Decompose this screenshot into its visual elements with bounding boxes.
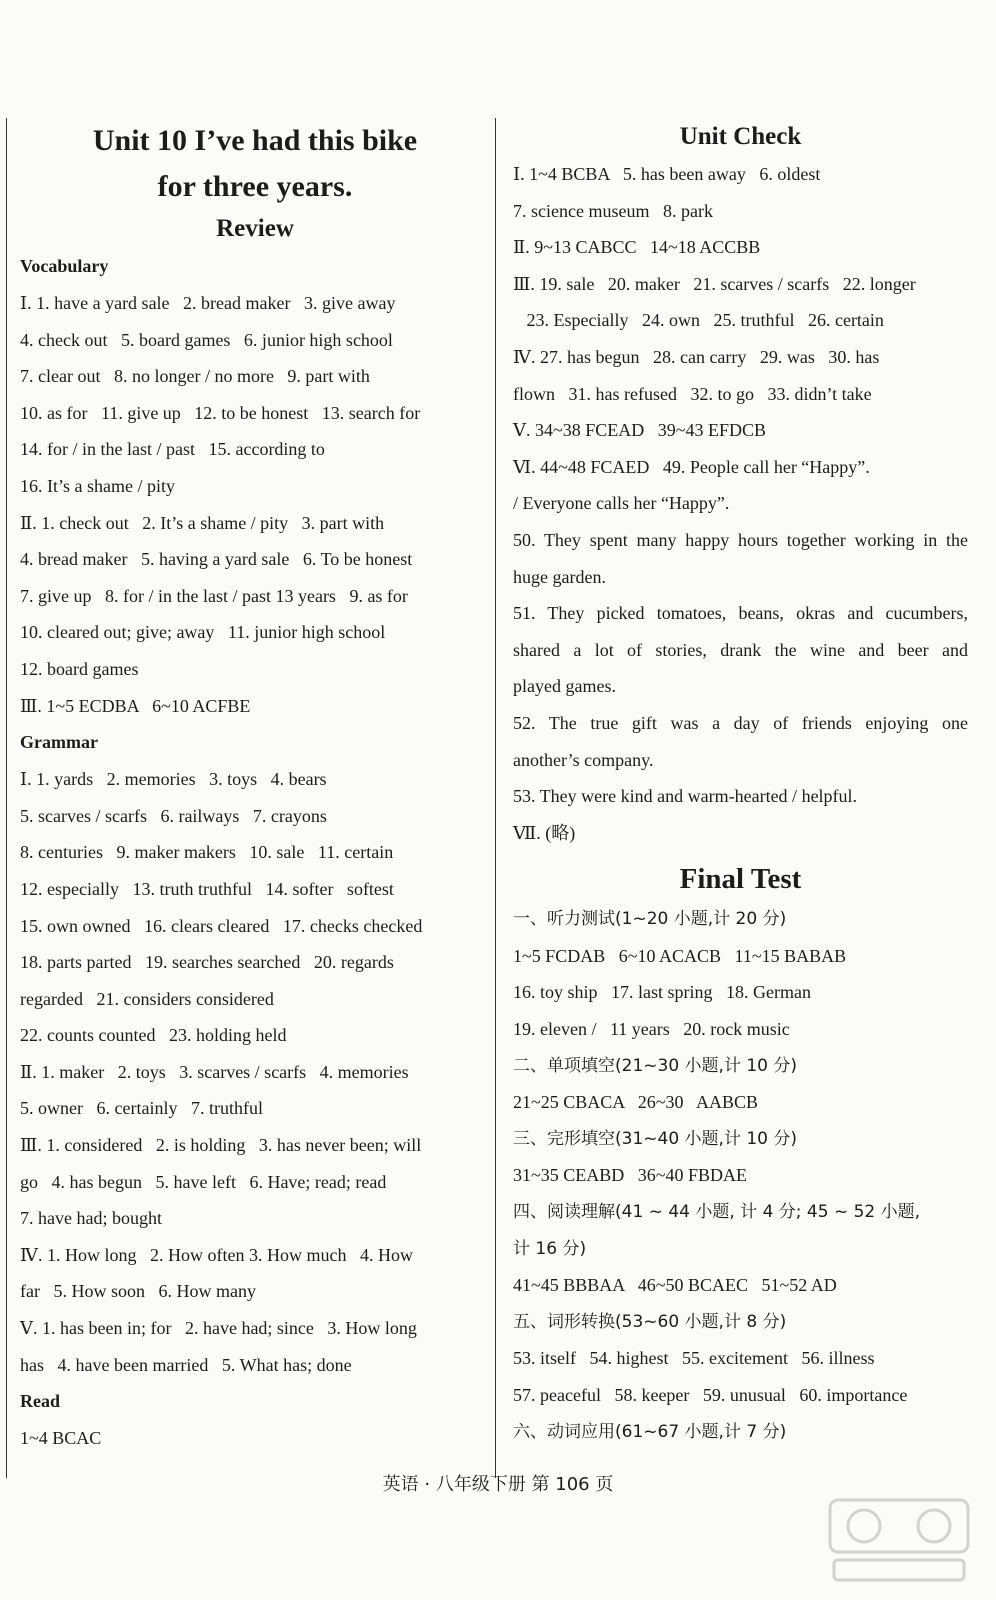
grammar-answers — [20, 761, 490, 1383]
answer-line: 12. board games — [20, 658, 139, 679]
answer-line: far 5. How soon 6. How many — [20, 1281, 256, 1302]
answer-line: 12. especially 13. truth truthful 14. softer softest — [20, 878, 394, 899]
section-heading: 三、完形填空(31~40 小题,计 10 分) — [513, 1128, 798, 1149]
answer-line: Ⅱ. 9~13 CABCC 14~18 ACCBB — [513, 237, 761, 258]
answer-line: 8. centuries 9. maker makers 10. sale 11. certain — [20, 842, 394, 863]
answer-line: 19. eleven / 11 years 20. rock music — [513, 1019, 790, 1040]
answer-line: 10. as for 11. give up 12. to be honest 13. search for — [20, 402, 421, 423]
answer-line: 7. have had; bought — [20, 1208, 162, 1229]
left-column — [20, 118, 490, 1457]
answer-line: Ⅴ. 34~38 FCEAD 39~43 EFDCB — [513, 420, 767, 441]
answer-line: 53. itself 54. highest 55. excitement 56. illness — [513, 1348, 875, 1369]
answer-line: 16. It’s a shame / pity — [20, 475, 175, 496]
answer-line: 23. Especially 24. own 25. truthful 26. certain — [513, 310, 884, 331]
answer-line: 4. bread maker 5. having a yard sale 6. To be honest — [20, 549, 413, 570]
unit-title-line2: for three years. — [157, 170, 353, 203]
section-heading: 六、动词应用(61~67 小题,计 7 分) — [513, 1421, 787, 1442]
answer-line: flown 31. has refused 32. to go 33. didn’t take — [513, 383, 872, 404]
answer-line: has 4. have been married 5. What has; done — [20, 1354, 352, 1375]
section-heading: 计 16 分) — [513, 1238, 587, 1259]
unit-title-line1: Unit 10 I’ve had this bike — [92, 124, 418, 157]
answer-line: 52. The true gift was a day of friends enjoying one — [513, 712, 968, 733]
watermark-logo — [824, 1494, 974, 1586]
final-test-heading: Final Test — [679, 863, 802, 896]
vocabulary-answers — [20, 285, 490, 724]
answer-line: 18. parts parted 19. searches searched 20. regards — [20, 952, 394, 973]
answer-line: 16. toy ship 17. last spring 18. German — [513, 982, 811, 1003]
vocabulary-heading: Vocabulary — [20, 256, 109, 276]
section-heading: 一、听力测试(1~20 小题,计 20 分) — [513, 909, 787, 930]
answer-line: Ⅳ. 1. How long 2. How often 3. How much 4. How — [20, 1244, 413, 1265]
answer-line: another’s company. — [513, 749, 654, 770]
answer-line: 22. counts counted 23. holding held — [20, 1025, 287, 1046]
section-heading: 四、阅读理解(41 ~ 44 小题, 计 4 分; 45 ~ 52 小题, — [513, 1202, 921, 1223]
answer-line: 5. owner 6. certainly 7. truthful — [20, 1098, 263, 1119]
section-heading: 五、词形转换(53~60 小题,计 8 分) — [513, 1311, 787, 1332]
unit-check-heading: Unit Check — [679, 123, 802, 150]
answer-line: Ⅲ. 1~5 ECDBA 6~10 ACFBE — [20, 695, 251, 716]
read-heading: Read — [20, 1391, 60, 1412]
answer-line: 1~5 FCDAB 6~10 ACACB 11~15 BABAB — [513, 945, 847, 966]
answer-line: Ⅰ. 1. have a yard sale 2. bread maker 3. give away — [20, 293, 396, 313]
unit-check-answers — [513, 156, 968, 851]
answer-line: played games. — [513, 676, 616, 697]
answer-line: 14. for / in the last / past 15. according to — [20, 439, 325, 460]
answer-line: 41~45 BBBAA 46~50 BCAEC 51~52 AD — [513, 1275, 837, 1296]
review-heading: Review — [216, 215, 294, 242]
answer-line: huge garden. — [513, 566, 606, 587]
answer-line: Ⅴ. 1. has been in; for 2. have had; since 3. How long — [20, 1318, 417, 1339]
answer-line: 15. own owned 16. clears cleared 17. checks checked — [20, 915, 423, 936]
answer-line: 51. They picked tomatoes, beans, okras and cucumbers, — [513, 603, 968, 624]
answer-line: Ⅲ. 19. sale 20. maker 21. scarves / scarfs 22. longer — [513, 273, 916, 294]
answer-line: / Everyone calls her “Happy”. — [513, 493, 730, 514]
section-heading: 二、单项填空(21~30 小题,计 10 分) — [513, 1055, 798, 1076]
answer-line: Ⅲ. 1. considered 2. is holding 3. has never been; will — [20, 1135, 422, 1156]
answer-line: 10. cleared out; give; away 11. junior high school — [20, 622, 386, 643]
answer-line: 31~35 CEABD 36~40 FBDAE — [513, 1165, 747, 1186]
page-footer: 英语 · 八年级下册 第 106 页 — [382, 1474, 614, 1495]
answer-line: Ⅱ. 1. check out 2. It’s a shame / pity 3. part with — [20, 512, 385, 533]
right-column — [513, 118, 968, 1450]
answer-line: 7. give up 8. for / in the last / past 13 years 9. as for — [20, 585, 408, 606]
answer-line: 7. science museum 8. park — [513, 200, 713, 221]
column-divider — [495, 118, 496, 1478]
left-margin-rule — [6, 118, 7, 1478]
grammar-heading: Grammar — [20, 732, 98, 753]
final-test-answers — [513, 901, 968, 1450]
answer-line: regarded 21. considers considered — [20, 988, 274, 1009]
answer-line: Ⅵ. 44~48 FCAED 49. People call her “Happy”. — [513, 456, 870, 477]
answer-line: 53. They were kind and warm-hearted / helpful. — [513, 786, 858, 807]
answer-line: Ⅱ. 1. maker 2. toys 3. scarves / scarfs 4. memories — [20, 1061, 409, 1082]
answer-line: Ⅰ. 1. yards 2. memories 3. toys 4. bears — [20, 769, 327, 790]
answer-line: 1~4 BCAC — [20, 1428, 102, 1449]
answer-line: 57. peaceful 58. keeper 59. unusual 60. importance — [513, 1385, 908, 1405]
answer-line: shared a lot of stories, drank the wine and beer and — [513, 639, 968, 660]
answer-line: Ⅶ. (略) — [513, 822, 576, 843]
answer-line: Ⅰ. 1~4 BCBA 5. has been away 6. oldest — [513, 164, 821, 184]
answer-line: 7. clear out 8. no longer / no more 9. part with — [20, 366, 370, 387]
answer-line: 5. scarves / scarfs 6. railways 7. crayons — [20, 805, 327, 826]
answer-line: 50. They spent many happy hours together working in the — [513, 529, 968, 550]
answer-line: 21~25 CBACA 26~30 AABCB — [513, 1092, 759, 1113]
answer-line: 4. check out 5. board games 6. junior high school — [20, 329, 393, 350]
answer-line: go 4. has begun 5. have left 6. Have; read; read — [20, 1171, 387, 1192]
answer-line: Ⅳ. 27. has begun 28. can carry 29. was 30. has — [513, 346, 880, 367]
